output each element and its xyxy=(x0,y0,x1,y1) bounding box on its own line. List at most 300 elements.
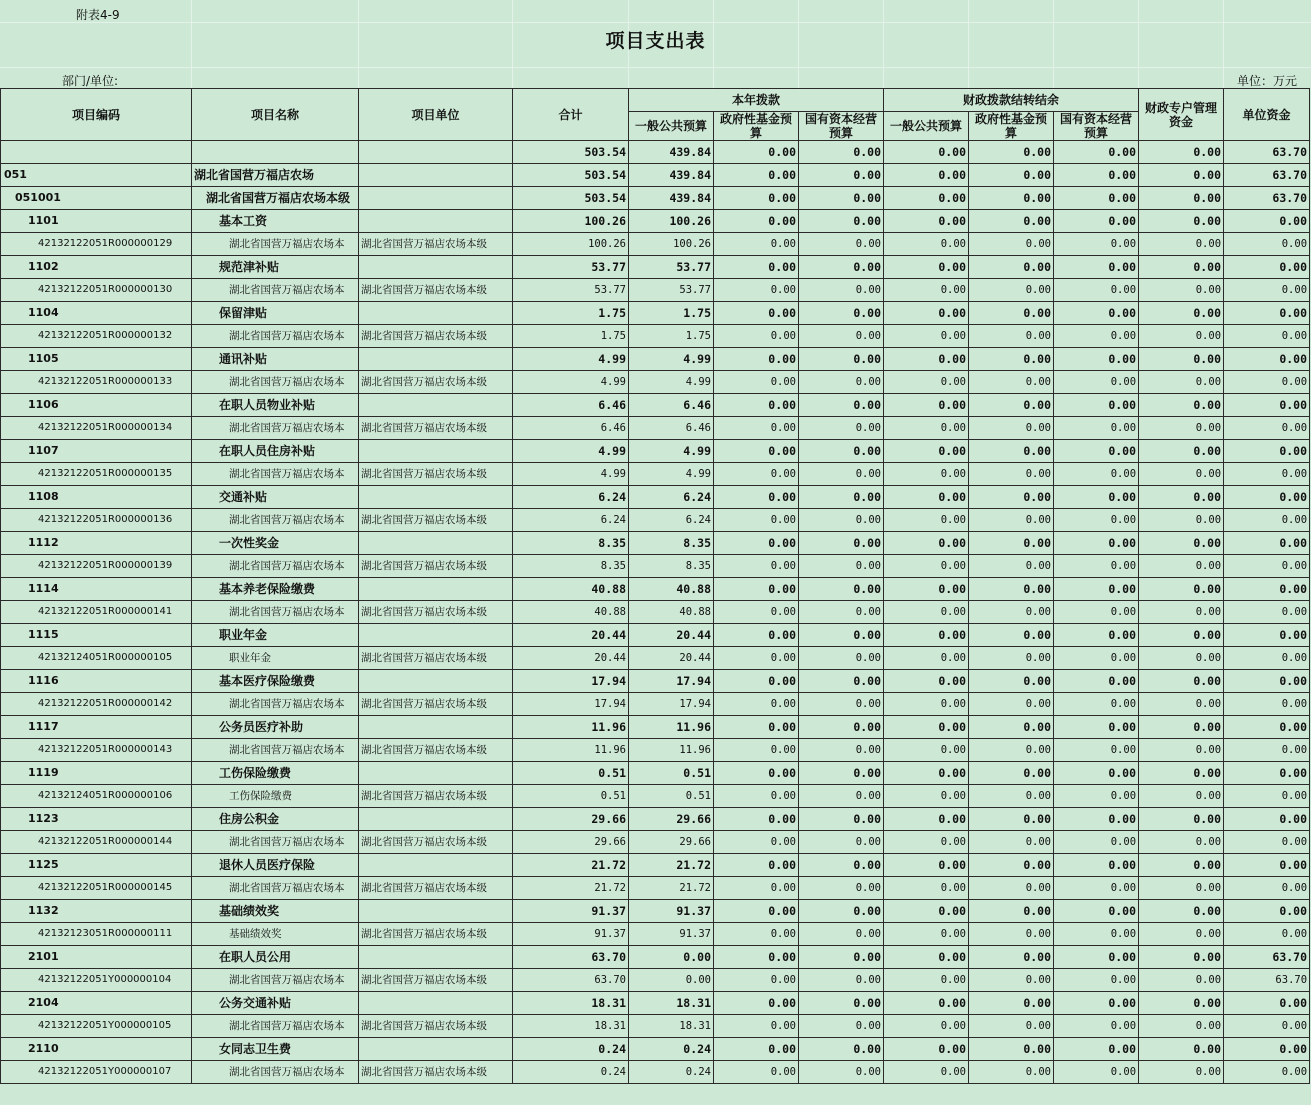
cell-special-fund[interactable]: 0.00 xyxy=(1139,233,1224,256)
cell-general-public[interactable]: 100.26 xyxy=(629,210,714,233)
cell-project-code[interactable]: 42132122051Y000000107 xyxy=(1,1061,192,1084)
cell-unit-fund[interactable]: 0.00 xyxy=(1224,992,1310,1015)
cell-total[interactable]: 53.77 xyxy=(513,279,629,302)
cell-special-fund[interactable]: 0.00 xyxy=(1139,210,1224,233)
cell-gov-fund-carryover[interactable]: 0.00 xyxy=(969,601,1054,624)
cell-general-public-carryover[interactable]: 0.00 xyxy=(884,854,969,877)
cell-state-capital[interactable]: 0.00 xyxy=(799,394,884,417)
cell-gov-fund[interactable]: 0.00 xyxy=(714,601,799,624)
cell-total[interactable]: 8.35 xyxy=(513,555,629,578)
cell-total[interactable]: 29.66 xyxy=(513,808,629,831)
cell-special-fund[interactable]: 0.00 xyxy=(1139,831,1224,854)
cell-gov-fund[interactable]: 0.00 xyxy=(714,762,799,785)
cell-gov-fund-carryover[interactable]: 0.00 xyxy=(969,693,1054,716)
table-row[interactable] xyxy=(1,624,1310,647)
cell-general-public[interactable]: 1.75 xyxy=(629,325,714,348)
cell-total[interactable]: 4.99 xyxy=(513,440,629,463)
cell-gov-fund-carryover[interactable]: 0.00 xyxy=(969,992,1054,1015)
cell-project-name[interactable]: 湖北省国营万福店农场本 xyxy=(192,877,359,900)
cell-general-public[interactable]: 40.88 xyxy=(629,601,714,624)
cell-project-code[interactable]: 1112 xyxy=(1,532,192,555)
cell-gov-fund[interactable]: 0.00 xyxy=(714,463,799,486)
table-row[interactable] xyxy=(1,762,1310,785)
cell-total[interactable]: 63.70 xyxy=(513,946,629,969)
cell-gov-fund[interactable]: 0.00 xyxy=(714,877,799,900)
cell-state-capital[interactable]: 0.00 xyxy=(799,831,884,854)
cell-gov-fund[interactable]: 0.00 xyxy=(714,739,799,762)
cell-total[interactable]: 0.24 xyxy=(513,1038,629,1061)
table-row[interactable] xyxy=(1,509,1310,532)
header-unit-fund[interactable]: 单位资金 xyxy=(1224,89,1310,141)
cell-general-public-carryover[interactable]: 0.00 xyxy=(884,785,969,808)
cell-state-capital-carryover[interactable]: 0.00 xyxy=(1054,256,1139,279)
cell-total[interactable]: 18.31 xyxy=(513,1015,629,1038)
cell-special-fund[interactable]: 0.00 xyxy=(1139,371,1224,394)
table-row[interactable] xyxy=(1,486,1310,509)
cell-total[interactable]: 63.70 xyxy=(513,969,629,992)
cell-project-name[interactable]: 保留津贴 xyxy=(192,302,359,325)
cell-project-unit[interactable] xyxy=(359,900,513,923)
cell-project-code[interactable]: 051 xyxy=(1,164,192,187)
cell-project-name[interactable]: 职业年金 xyxy=(192,647,359,670)
cell-gov-fund-carryover[interactable]: 0.00 xyxy=(969,325,1054,348)
table-row[interactable] xyxy=(1,1061,1310,1084)
cell-unit-fund[interactable]: 0.00 xyxy=(1224,371,1310,394)
cell-general-public[interactable]: 53.77 xyxy=(629,279,714,302)
cell-total[interactable]: 6.24 xyxy=(513,509,629,532)
table-row[interactable] xyxy=(1,532,1310,555)
cell-project-unit[interactable] xyxy=(359,348,513,371)
cell-general-public[interactable]: 0.51 xyxy=(629,762,714,785)
cell-state-capital[interactable]: 0.00 xyxy=(799,463,884,486)
cell-gov-fund-carryover[interactable]: 0.00 xyxy=(969,555,1054,578)
cell-unit-fund[interactable]: 0.00 xyxy=(1224,555,1310,578)
cell-total[interactable]: 4.99 xyxy=(513,463,629,486)
cell-gov-fund-carryover[interactable]: 0.00 xyxy=(969,923,1054,946)
cell-project-unit[interactable]: 湖北省国营万福店农场本级 xyxy=(359,233,513,256)
cell-general-public-carryover[interactable]: 0.00 xyxy=(884,509,969,532)
cell-gov-fund-carryover[interactable]: 0.00 xyxy=(969,417,1054,440)
table-row[interactable] xyxy=(1,670,1310,693)
cell-state-capital-carryover[interactable]: 0.00 xyxy=(1054,233,1139,256)
cell-general-public-carryover[interactable]: 0.00 xyxy=(884,900,969,923)
table-row[interactable] xyxy=(1,440,1310,463)
cell-project-unit[interactable] xyxy=(359,256,513,279)
cell-state-capital[interactable]: 0.00 xyxy=(799,946,884,969)
cell-gov-fund-carryover[interactable]: 0.00 xyxy=(969,509,1054,532)
header-state-capital[interactable]: 国有资本经营预算 xyxy=(799,112,884,141)
cell-project-unit[interactable] xyxy=(359,716,513,739)
cell-special-fund[interactable]: 0.00 xyxy=(1139,417,1224,440)
cell-general-public-carryover[interactable]: 0.00 xyxy=(884,555,969,578)
cell-state-capital-carryover[interactable]: 0.00 xyxy=(1054,716,1139,739)
cell-project-name[interactable]: 通讯补贴 xyxy=(192,348,359,371)
cell-general-public-carryover[interactable]: 0.00 xyxy=(884,1015,969,1038)
table-row[interactable] xyxy=(1,739,1310,762)
cell-state-capital-carryover[interactable]: 0.00 xyxy=(1054,371,1139,394)
cell-unit-fund[interactable]: 0.00 xyxy=(1224,831,1310,854)
cell-general-public-carryover[interactable]: 0.00 xyxy=(884,923,969,946)
cell-gov-fund[interactable]: 0.00 xyxy=(714,164,799,187)
cell-total[interactable]: 0.24 xyxy=(513,1061,629,1084)
cell-gov-fund[interactable]: 0.00 xyxy=(714,900,799,923)
cell-project-name[interactable]: 湖北省国营万福店农场本 xyxy=(192,601,359,624)
cell-general-public[interactable]: 4.99 xyxy=(629,371,714,394)
cell-unit-fund[interactable]: 63.70 xyxy=(1224,969,1310,992)
cell-project-code[interactable]: 1123 xyxy=(1,808,192,831)
cell-project-name[interactable]: 湖北省国营万福店农场本 xyxy=(192,1015,359,1038)
cell-unit-fund[interactable]: 63.70 xyxy=(1224,164,1310,187)
cell-general-public[interactable]: 21.72 xyxy=(629,854,714,877)
table-row[interactable] xyxy=(1,371,1310,394)
cell-special-fund[interactable]: 0.00 xyxy=(1139,877,1224,900)
table-row[interactable] xyxy=(1,647,1310,670)
cell-gov-fund[interactable]: 0.00 xyxy=(714,854,799,877)
cell-gov-fund-carryover[interactable]: 0.00 xyxy=(969,831,1054,854)
cell-special-fund[interactable]: 0.00 xyxy=(1139,1015,1224,1038)
table-row[interactable] xyxy=(1,693,1310,716)
cell-state-capital[interactable]: 0.00 xyxy=(799,762,884,785)
cell-project-name[interactable]: 规范津补贴 xyxy=(192,256,359,279)
cell-state-capital[interactable]: 0.00 xyxy=(799,1038,884,1061)
cell-gov-fund[interactable]: 0.00 xyxy=(714,486,799,509)
cell-state-capital-carryover[interactable]: 0.00 xyxy=(1054,693,1139,716)
cell-unit-fund[interactable]: 0.00 xyxy=(1224,233,1310,256)
cell-total[interactable]: 503.54 xyxy=(513,141,629,164)
cell-general-public[interactable]: 11.96 xyxy=(629,716,714,739)
cell-gov-fund[interactable]: 0.00 xyxy=(714,371,799,394)
cell-general-public[interactable]: 4.99 xyxy=(629,440,714,463)
cell-project-name[interactable]: 湖北省国营万福店农场本 xyxy=(192,463,359,486)
cell-general-public[interactable]: 1.75 xyxy=(629,302,714,325)
cell-special-fund[interactable]: 0.00 xyxy=(1139,532,1224,555)
cell-gov-fund-carryover[interactable]: 0.00 xyxy=(969,141,1054,164)
cell-unit-fund[interactable]: 0.00 xyxy=(1224,302,1310,325)
cell-state-capital[interactable]: 0.00 xyxy=(799,647,884,670)
cell-gov-fund[interactable]: 0.00 xyxy=(714,716,799,739)
cell-general-public[interactable]: 439.84 xyxy=(629,187,714,210)
cell-unit-fund[interactable]: 0.00 xyxy=(1224,693,1310,716)
cell-unit-fund[interactable]: 0.00 xyxy=(1224,279,1310,302)
cell-project-code[interactable]: 1102 xyxy=(1,256,192,279)
cell-general-public-carryover[interactable]: 0.00 xyxy=(884,486,969,509)
cell-total[interactable]: 11.96 xyxy=(513,716,629,739)
cell-special-fund[interactable]: 0.00 xyxy=(1139,256,1224,279)
cell-state-capital[interactable]: 0.00 xyxy=(799,187,884,210)
cell-project-code[interactable] xyxy=(1,141,192,164)
cell-project-unit[interactable] xyxy=(359,992,513,1015)
cell-general-public-carryover[interactable]: 0.00 xyxy=(884,1038,969,1061)
cell-general-public[interactable]: 6.24 xyxy=(629,509,714,532)
cell-state-capital[interactable]: 0.00 xyxy=(799,233,884,256)
cell-project-name[interactable]: 湖北省国营万福店农场本 xyxy=(192,1061,359,1084)
cell-total[interactable]: 0.51 xyxy=(513,785,629,808)
cell-general-public[interactable]: 8.35 xyxy=(629,555,714,578)
cell-project-code[interactable]: 42132122051R000000139 xyxy=(1,555,192,578)
table-row[interactable] xyxy=(1,946,1310,969)
cell-general-public[interactable]: 8.35 xyxy=(629,532,714,555)
cell-gov-fund[interactable]: 0.00 xyxy=(714,969,799,992)
cell-special-fund[interactable]: 0.00 xyxy=(1139,601,1224,624)
header-special-fund[interactable]: 财政专户管理资金 xyxy=(1139,89,1224,141)
cell-gov-fund[interactable]: 0.00 xyxy=(714,808,799,831)
cell-unit-fund[interactable]: 0.00 xyxy=(1224,1038,1310,1061)
cell-project-unit[interactable] xyxy=(359,210,513,233)
table-row[interactable] xyxy=(1,555,1310,578)
cell-general-public-carryover[interactable]: 0.00 xyxy=(884,417,969,440)
cell-project-name[interactable]: 湖北省国营万福店农场本 xyxy=(192,831,359,854)
cell-gov-fund[interactable]: 0.00 xyxy=(714,992,799,1015)
cell-general-public-carryover[interactable]: 0.00 xyxy=(884,164,969,187)
cell-project-unit[interactable]: 湖北省国营万福店农场本级 xyxy=(359,601,513,624)
table-row[interactable] xyxy=(1,969,1310,992)
cell-state-capital[interactable]: 0.00 xyxy=(799,900,884,923)
cell-project-unit[interactable] xyxy=(359,762,513,785)
cell-special-fund[interactable]: 0.00 xyxy=(1139,141,1224,164)
cell-special-fund[interactable]: 0.00 xyxy=(1139,739,1224,762)
table-row[interactable] xyxy=(1,164,1310,187)
cell-special-fund[interactable]: 0.00 xyxy=(1139,670,1224,693)
cell-general-public-carryover[interactable]: 0.00 xyxy=(884,348,969,371)
cell-total[interactable]: 17.94 xyxy=(513,693,629,716)
cell-project-name[interactable]: 湖北省国营万福店农场本 xyxy=(192,509,359,532)
cell-project-unit[interactable] xyxy=(359,808,513,831)
cell-gov-fund-carryover[interactable]: 0.00 xyxy=(969,302,1054,325)
cell-general-public[interactable]: 40.88 xyxy=(629,578,714,601)
cell-project-name[interactable]: 湖北省国营万福店农场本 xyxy=(192,233,359,256)
cell-unit-fund[interactable]: 0.00 xyxy=(1224,808,1310,831)
cell-gov-fund-carryover[interactable]: 0.00 xyxy=(969,371,1054,394)
cell-project-unit[interactable]: 湖北省国营万福店农场本级 xyxy=(359,325,513,348)
cell-project-name[interactable]: 工伤保险缴费 xyxy=(192,785,359,808)
cell-project-code[interactable]: 1101 xyxy=(1,210,192,233)
cell-state-capital[interactable]: 0.00 xyxy=(799,371,884,394)
cell-general-public[interactable]: 20.44 xyxy=(629,647,714,670)
cell-general-public[interactable]: 29.66 xyxy=(629,808,714,831)
table-row[interactable] xyxy=(1,1038,1310,1061)
cell-unit-fund[interactable]: 63.70 xyxy=(1224,141,1310,164)
cell-project-code[interactable]: 1125 xyxy=(1,854,192,877)
cell-gov-fund[interactable]: 0.00 xyxy=(714,532,799,555)
cell-project-unit[interactable] xyxy=(359,302,513,325)
cell-general-public[interactable]: 439.84 xyxy=(629,164,714,187)
cell-special-fund[interactable]: 0.00 xyxy=(1139,463,1224,486)
cell-project-name[interactable]: 湖北省国营万福店农场本 xyxy=(192,279,359,302)
cell-project-unit[interactable] xyxy=(359,394,513,417)
cell-project-code[interactable]: 42132123051R000000111 xyxy=(1,923,192,946)
cell-general-public-carryover[interactable]: 0.00 xyxy=(884,210,969,233)
cell-total[interactable]: 503.54 xyxy=(513,164,629,187)
table-row[interactable] xyxy=(1,877,1310,900)
cell-unit-fund[interactable]: 0.00 xyxy=(1224,900,1310,923)
cell-unit-fund[interactable]: 0.00 xyxy=(1224,716,1310,739)
cell-project-code[interactable]: 42132124051R000000106 xyxy=(1,785,192,808)
cell-general-public[interactable]: 18.31 xyxy=(629,1015,714,1038)
cell-state-capital-carryover[interactable]: 0.00 xyxy=(1054,762,1139,785)
cell-special-fund[interactable]: 0.00 xyxy=(1139,187,1224,210)
cell-gov-fund[interactable]: 0.00 xyxy=(714,831,799,854)
cell-project-code[interactable]: 42132122051R000000133 xyxy=(1,371,192,394)
cell-project-code[interactable]: 42132122051R000000135 xyxy=(1,463,192,486)
cell-special-fund[interactable]: 0.00 xyxy=(1139,302,1224,325)
cell-general-public-carryover[interactable]: 0.00 xyxy=(884,969,969,992)
cell-gov-fund-carryover[interactable]: 0.00 xyxy=(969,624,1054,647)
cell-project-name[interactable]: 湖北省国营万福店农场本 xyxy=(192,555,359,578)
cell-special-fund[interactable]: 0.00 xyxy=(1139,693,1224,716)
cell-unit-fund[interactable]: 0.00 xyxy=(1224,601,1310,624)
cell-special-fund[interactable]: 0.00 xyxy=(1139,854,1224,877)
cell-special-fund[interactable]: 0.00 xyxy=(1139,1038,1224,1061)
cell-state-capital[interactable]: 0.00 xyxy=(799,601,884,624)
cell-gov-fund[interactable]: 0.00 xyxy=(714,279,799,302)
cell-project-unit[interactable]: 湖北省国营万福店农场本级 xyxy=(359,1061,513,1084)
cell-general-public[interactable]: 6.46 xyxy=(629,394,714,417)
cell-general-public-carryover[interactable]: 0.00 xyxy=(884,1061,969,1084)
cell-general-public-carryover[interactable]: 0.00 xyxy=(884,187,969,210)
header-total[interactable]: 合计 xyxy=(513,89,629,141)
cell-project-code[interactable]: 1105 xyxy=(1,348,192,371)
cell-gov-fund[interactable]: 0.00 xyxy=(714,923,799,946)
cell-state-capital[interactable]: 0.00 xyxy=(799,486,884,509)
cell-project-code[interactable]: 42132122051R000000136 xyxy=(1,509,192,532)
cell-gov-fund-carryover[interactable]: 0.00 xyxy=(969,1061,1054,1084)
cell-state-capital-carryover[interactable]: 0.00 xyxy=(1054,555,1139,578)
cell-state-capital[interactable]: 0.00 xyxy=(799,532,884,555)
cell-general-public[interactable]: 439.84 xyxy=(629,141,714,164)
table-row[interactable] xyxy=(1,187,1310,210)
cell-unit-fund[interactable]: 0.00 xyxy=(1224,256,1310,279)
cell-unit-fund[interactable]: 0.00 xyxy=(1224,532,1310,555)
cell-state-capital[interactable]: 0.00 xyxy=(799,440,884,463)
cell-total[interactable]: 20.44 xyxy=(513,624,629,647)
cell-project-code[interactable]: 42132122051R000000145 xyxy=(1,877,192,900)
cell-project-unit[interactable] xyxy=(359,670,513,693)
cell-project-name[interactable]: 公务交通补贴 xyxy=(192,992,359,1015)
cell-project-name[interactable]: 湖北省国营万福店农场本 xyxy=(192,969,359,992)
cell-project-name[interactable]: 湖北省国营万福店农场本 xyxy=(192,739,359,762)
cell-state-capital-carryover[interactable]: 0.00 xyxy=(1054,739,1139,762)
cell-project-code[interactable]: 1132 xyxy=(1,900,192,923)
cell-total[interactable]: 21.72 xyxy=(513,854,629,877)
cell-project-name[interactable]: 职业年金 xyxy=(192,624,359,647)
cell-unit-fund[interactable]: 0.00 xyxy=(1224,624,1310,647)
cell-general-public-carryover[interactable]: 0.00 xyxy=(884,624,969,647)
cell-project-code[interactable]: 051001 xyxy=(1,187,192,210)
cell-gov-fund-carryover[interactable]: 0.00 xyxy=(969,233,1054,256)
cell-project-code[interactable]: 42132122051Y000000105 xyxy=(1,1015,192,1038)
cell-gov-fund[interactable]: 0.00 xyxy=(714,325,799,348)
cell-project-name[interactable]: 基本工资 xyxy=(192,210,359,233)
cell-gov-fund-carryover[interactable]: 0.00 xyxy=(969,440,1054,463)
cell-unit-fund[interactable]: 0.00 xyxy=(1224,762,1310,785)
cell-unit-fund[interactable]: 0.00 xyxy=(1224,877,1310,900)
cell-unit-fund[interactable]: 0.00 xyxy=(1224,348,1310,371)
cell-special-fund[interactable]: 0.00 xyxy=(1139,1061,1224,1084)
cell-state-capital-carryover[interactable]: 0.00 xyxy=(1054,440,1139,463)
cell-total[interactable]: 100.26 xyxy=(513,233,629,256)
cell-general-public-carryover[interactable]: 0.00 xyxy=(884,233,969,256)
cell-general-public-carryover[interactable]: 0.00 xyxy=(884,302,969,325)
cell-state-capital-carryover[interactable]: 0.00 xyxy=(1054,141,1139,164)
header-name[interactable]: 项目名称 xyxy=(192,89,359,141)
table-row[interactable] xyxy=(1,992,1310,1015)
cell-state-capital-carryover[interactable]: 0.00 xyxy=(1054,325,1139,348)
cell-special-fund[interactable]: 0.00 xyxy=(1139,348,1224,371)
cell-total[interactable]: 29.66 xyxy=(513,831,629,854)
cell-gov-fund-carryover[interactable]: 0.00 xyxy=(969,808,1054,831)
cell-unit-fund[interactable]: 0.00 xyxy=(1224,1061,1310,1084)
cell-project-unit[interactable]: 湖北省国营万福店农场本级 xyxy=(359,1015,513,1038)
cell-project-code[interactable]: 42132122051R000000142 xyxy=(1,693,192,716)
cell-project-name[interactable]: 基础绩效奖 xyxy=(192,900,359,923)
cell-unit-fund[interactable]: 0.00 xyxy=(1224,578,1310,601)
cell-state-capital[interactable]: 0.00 xyxy=(799,210,884,233)
cell-project-name[interactable]: 基本养老保险缴费 xyxy=(192,578,359,601)
cell-project-code[interactable]: 2110 xyxy=(1,1038,192,1061)
cell-gov-fund[interactable]: 0.00 xyxy=(714,509,799,532)
cell-project-code[interactable]: 42132122051R000000129 xyxy=(1,233,192,256)
header-state-capital-carryover[interactable]: 国有资本经营预算 xyxy=(1054,112,1139,141)
cell-general-public[interactable]: 20.44 xyxy=(629,624,714,647)
cell-project-code[interactable]: 1107 xyxy=(1,440,192,463)
cell-project-name[interactable]: 公务员医疗补助 xyxy=(192,716,359,739)
cell-general-public[interactable]: 0.51 xyxy=(629,785,714,808)
cell-total[interactable]: 100.26 xyxy=(513,210,629,233)
cell-project-unit[interactable]: 湖北省国营万福店农场本级 xyxy=(359,279,513,302)
cell-state-capital-carryover[interactable]: 0.00 xyxy=(1054,210,1139,233)
cell-special-fund[interactable]: 0.00 xyxy=(1139,647,1224,670)
cell-state-capital[interactable]: 0.00 xyxy=(799,325,884,348)
table-row[interactable] xyxy=(1,279,1310,302)
cell-project-name[interactable]: 湖北省国营万福店农场本 xyxy=(192,371,359,394)
cell-general-public-carryover[interactable]: 0.00 xyxy=(884,693,969,716)
cell-gov-fund[interactable]: 0.00 xyxy=(714,647,799,670)
cell-special-fund[interactable]: 0.00 xyxy=(1139,578,1224,601)
cell-gov-fund-carryover[interactable]: 0.00 xyxy=(969,854,1054,877)
cell-project-unit[interactable]: 湖北省国营万福店农场本级 xyxy=(359,877,513,900)
cell-special-fund[interactable]: 0.00 xyxy=(1139,900,1224,923)
cell-gov-fund[interactable]: 0.00 xyxy=(714,785,799,808)
cell-state-capital[interactable]: 0.00 xyxy=(799,348,884,371)
cell-state-capital-carryover[interactable]: 0.00 xyxy=(1054,992,1139,1015)
cell-state-capital[interactable]: 0.00 xyxy=(799,969,884,992)
cell-special-fund[interactable]: 0.00 xyxy=(1139,946,1224,969)
cell-general-public-carryover[interactable]: 0.00 xyxy=(884,762,969,785)
cell-gov-fund-carryover[interactable]: 0.00 xyxy=(969,463,1054,486)
cell-project-unit[interactable] xyxy=(359,141,513,164)
cell-special-fund[interactable]: 0.00 xyxy=(1139,325,1224,348)
table-row[interactable] xyxy=(1,900,1310,923)
cell-state-capital-carryover[interactable]: 0.00 xyxy=(1054,969,1139,992)
cell-unit-fund[interactable]: 0.00 xyxy=(1224,509,1310,532)
cell-gov-fund-carryover[interactable]: 0.00 xyxy=(969,877,1054,900)
cell-state-capital-carryover[interactable]: 0.00 xyxy=(1054,923,1139,946)
cell-special-fund[interactable]: 0.00 xyxy=(1139,486,1224,509)
cell-gov-fund[interactable]: 0.00 xyxy=(714,302,799,325)
cell-unit-fund[interactable]: 0.00 xyxy=(1224,440,1310,463)
cell-state-capital[interactable]: 0.00 xyxy=(799,992,884,1015)
cell-general-public-carryover[interactable]: 0.00 xyxy=(884,647,969,670)
table-row[interactable] xyxy=(1,1015,1310,1038)
cell-state-capital-carryover[interactable]: 0.00 xyxy=(1054,187,1139,210)
cell-special-fund[interactable]: 0.00 xyxy=(1139,555,1224,578)
cell-general-public-carryover[interactable]: 0.00 xyxy=(884,716,969,739)
cell-state-capital[interactable]: 0.00 xyxy=(799,624,884,647)
cell-total[interactable]: 21.72 xyxy=(513,877,629,900)
cell-project-unit[interactable] xyxy=(359,187,513,210)
cell-state-capital[interactable]: 0.00 xyxy=(799,670,884,693)
cell-project-code[interactable]: 42132122051R000000141 xyxy=(1,601,192,624)
